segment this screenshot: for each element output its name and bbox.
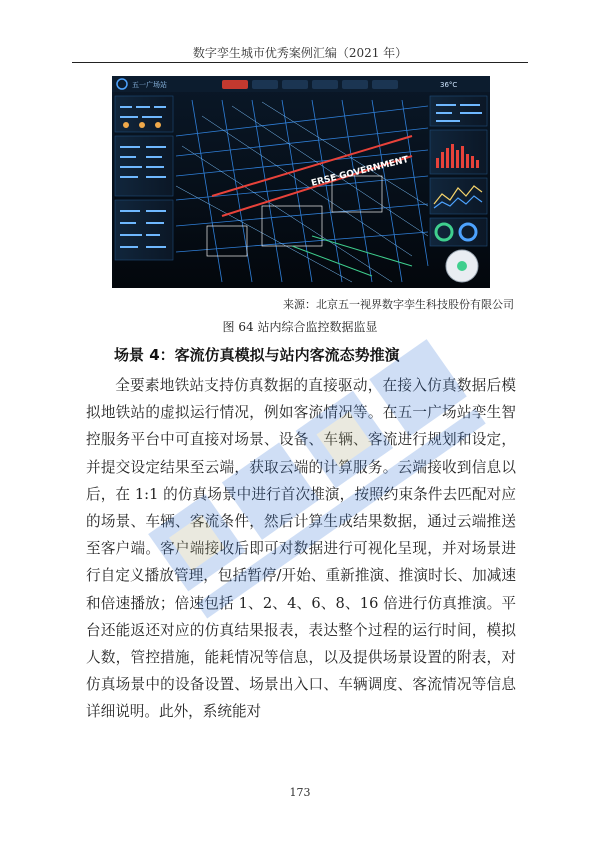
nav-tab: [372, 80, 398, 89]
section-heading: 场景 4：客流仿真模拟与站内客流态势推演: [114, 346, 400, 364]
right-panels: [430, 96, 487, 246]
street-sign-label: ERSE GOVERNMENT: [310, 155, 410, 189]
figure-credit: 来源：北京五一视界数字孪生科技股份有限公司: [283, 298, 514, 311]
nav-tab: [342, 80, 368, 89]
station-monitoring-screenshot: [112, 76, 490, 288]
header-divider: [72, 62, 528, 63]
page-number: 173: [289, 786, 311, 799]
figure-caption: 图 64 站内综合监控数据监显: [222, 320, 378, 334]
running-header: 数字孪生城市优秀案例汇编（2021 年）: [192, 46, 408, 60]
screen-brand: 五一广场站: [132, 81, 167, 89]
nav-tab: [282, 80, 308, 89]
left-panels: [115, 96, 173, 260]
nav-tab: [252, 80, 278, 89]
body-paragraph: 全要素地铁站支持仿真数据的直接驱动，在接入仿真数据后模拟地铁站的虚拟运行情况，例如客流情况等。在五一广场站孪生智控服务平台中可直接对场景、设备、车辆、客流进行规划和设定，并提交设定结果至云端，获取云端的计算服务。云端接收到信息以后，在 1:1 的仿真场景中进行首次推演，按照约束条件去匹配对应的场景、车辆、客流条件，然后计算生成结果数据，通过云端推送至客户端。客户端接收后即可对数据进行可视化呈现，并对场景进行自定义播放管理，包括暂停/开始、重新推演、推演时长、加减速和倍速播放；倍速包括 1、2、4、6、8、16 倍进行仿真推演。平台还能返还对应的仿真结果报表，表达整个过程的运行时间，模拟人数，管控措施，能耗情况等信息，以及提供场景设置的附表，对仿真场景中的设备设置、场景出入口、车辆调度、客流情况等信息详细说明。此外，系统能对: [86, 377, 516, 721]
screen-temperature: 36°C: [440, 81, 458, 89]
body-text: [86, 372, 516, 726]
nav-tab-active: [222, 80, 248, 89]
nav-tab: [312, 80, 338, 89]
